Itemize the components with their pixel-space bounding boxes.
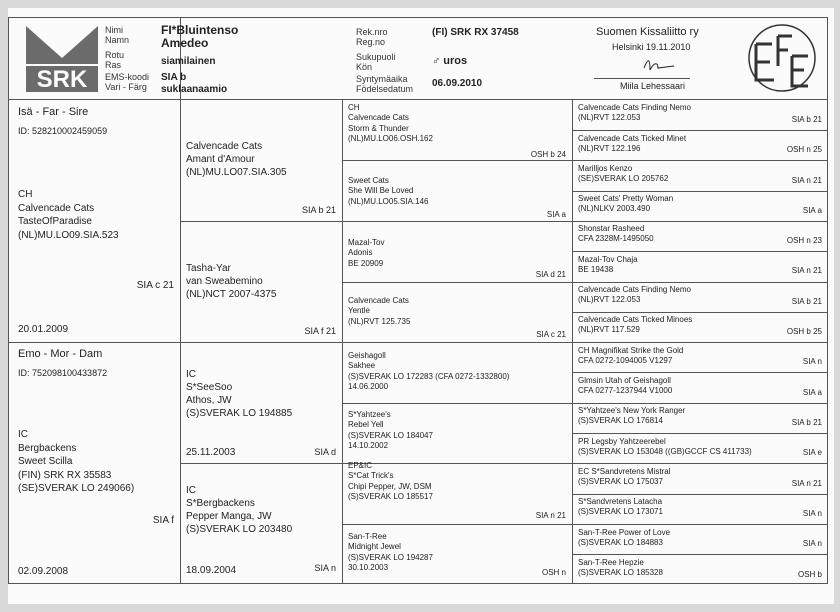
gen3-4-name: Geishagoll Sakhee (S)SVERAK LO 172283 (CFA 0272-1332800) 14.06.2000 (348, 351, 510, 392)
signer-name: Miila Lehessaari (620, 81, 686, 91)
gen4-5-ems: SIA n 21 (791, 266, 822, 275)
gen4-6-name: Calvencade Cats Finding Nemo (NL)RVT 122.053 (578, 285, 691, 305)
gen4-5-name: Mazal-Tov Chaja BE 19438 (578, 255, 638, 275)
breed-value: siamilainen (161, 56, 216, 67)
sire-dob: 20.01.2009 (18, 324, 69, 335)
signature (640, 56, 680, 74)
gen4-8-name: CH Magnifikat Strike the Gold CFA 0272-1094005 V1297 (578, 346, 684, 366)
gen3-6-ems: SIA n 21 (535, 511, 566, 520)
dam-id: ID: 752098100433872 (18, 368, 108, 378)
gen2-3-name: IC S*Bergbackens Pepper Manga, JW (S)SVERAK LO 203480 (186, 485, 293, 535)
gen4-7-ems: OSH b 25 (786, 327, 822, 336)
gen4-11-ems: SIA e (802, 448, 822, 457)
gen4-3-name: Sweet Cats' Pretty Woman (NL)NLKV 2003.490 (578, 194, 674, 214)
dam-heading: Emo - Mor - Dam (18, 348, 103, 360)
birth-value: 06.09.2010 (432, 78, 483, 89)
signature-line (594, 78, 690, 79)
gen4-13-name: S*Sandvretens Latacha (S)SVERAK LO 173071 (578, 497, 663, 517)
org-name: Suomen Kissaliitto ry (596, 26, 699, 38)
gen4-9-name: Glmsin Utah of Geishagoll CFA 0277-1237944 V1000 (578, 376, 673, 396)
srk-logo (24, 24, 100, 94)
gen2-2-ems: SIA d (314, 447, 336, 457)
cat-name: FI*Bluintenso Amedeo (161, 23, 239, 50)
gen4-14-ems: SIA n (802, 539, 822, 548)
reg-label: Rek.nro Reg.no (356, 27, 388, 48)
birth-label: Syntymäaika Födelsedatum (356, 74, 414, 95)
gen2-0-ems: SIA b 21 (301, 205, 336, 215)
gen4-15-name: San-T-Ree Hepzie (S)SVERAK LO 185328 (578, 558, 663, 578)
gen3-3-name: Calvencade Cats Yentle (NL)RVT 125.735 (348, 296, 411, 326)
gen3-1-name: Sweet Cats She Will Be Loved (NL)MU.LO05.SIA.146 (348, 176, 429, 206)
gen4-1-name: Calvencade Cats Ticked Minet (NL)RVT 122.196 (578, 134, 687, 154)
reg-value: (FI) SRK RX 37458 (432, 27, 519, 38)
sire-name: CH Calvencade Cats TasteOfParadise (NL)MU.LO09.SIA.523 (18, 189, 119, 241)
gen4-0-name: Calvencade Cats Finding Nemo (NL)RVT 122.053 (578, 103, 691, 123)
dam-ems: SIA f (152, 515, 174, 526)
gen3-6-name: EP&IC S*Cat Trick's Chipi Pepper, JW, DSM (S)SVERAK LO 185517 (348, 461, 433, 502)
gen4-8-ems: SIA n (802, 357, 822, 366)
ems-value: SIA b suklaanaamio (161, 72, 228, 95)
gen4-12-ems: SIA n 21 (791, 479, 822, 488)
gen2-0-name: Calvencade Cats Amant d'Amour (NL)MU.LO07.SIA.305 (186, 141, 287, 178)
gen4-12-name: EC S*Sandvretens Mistral (S)SVERAK LO 175037 (578, 467, 671, 487)
place-date: Helsinki 19.11.2010 (612, 42, 691, 52)
gen4-1-ems: OSH n 25 (786, 145, 822, 154)
gen4-2-ems: SIA n 21 (791, 176, 822, 185)
breed-label: Rotu Ras (105, 50, 125, 71)
gen4-6-ems: SIA b 21 (791, 297, 822, 306)
gen4-15-ems: OSH b (797, 570, 822, 579)
gen4-2-name: Marilljos Kenzo (SE)SVERAK LO 205762 (578, 164, 669, 184)
gen4-4-name: Shonstar Rasheed CFA 2328M-1495050 (578, 224, 654, 244)
sex-label: Sukupuoli Kön (356, 52, 396, 73)
gen3-2-ems: SIA d 21 (535, 270, 566, 279)
gen4-10-name: S*Yahtzee's New York Ranger (S)SVERAK LO 176814 (578, 406, 686, 426)
name-label: Nimi Namn (105, 25, 130, 46)
gen4-11-name: PR Legsby Yahtzeerebel (S)SVERAK LO 153048 ((GB)GCCF CS 411733) (578, 437, 752, 457)
gen2-1-ems: SIA f 21 (304, 326, 336, 336)
ems-label: EMS-koodi Vari - Färg (105, 72, 150, 93)
gen3-7-ems: OSH n (541, 568, 566, 577)
gen2-3-dob: 18.09.2004 (186, 565, 237, 576)
sex-value: ♂ uros (432, 55, 468, 67)
gen3-2-name: Mazal-Tov Adonis BE 20909 (348, 238, 385, 268)
gen3-3-ems: SIA c 21 (536, 330, 566, 339)
gen2-2-dob: 25.11.2003 (186, 447, 236, 458)
fife-logo (744, 22, 820, 94)
sire-ems: SIA c 21 (136, 280, 174, 291)
gen3-0-name: CH Calvencade Cats Storm & Thunder (NL)MU.LO06.OSH.162 (348, 103, 433, 144)
gen3-5-name: S*Yahtzee's Rebel Yell (S)SVERAK LO 184047 14.10.2002 (348, 410, 433, 451)
sire-heading: Isä - Far - Sire (18, 106, 89, 118)
gen3-0-ems: OSH b 24 (530, 150, 566, 159)
sire-id: ID: 528210002459059 (18, 126, 108, 136)
gen4-14-name: San-T-Ree Power of Love (S)SVERAK LO 184883 (578, 528, 671, 548)
gen2-3-ems: SIA n (314, 563, 336, 573)
gen4-0-ems: SIA b 21 (791, 115, 822, 124)
dam-name: IC Bergbackens Sweet Scilla (FIN) SRK RX 35583 (SE)SVERAK LO 249066) (18, 429, 135, 494)
gen2-2-name: IC S*SeeSoo Athos, JW (S)SVERAK LO 194885 (186, 369, 293, 419)
gen4-4-ems: OSH n 23 (786, 236, 822, 245)
dam-dob: 02.09.2008 (18, 566, 69, 577)
gen4-7-name: Calvencade Cats Ticked Minoes (NL)RVT 117.529 (578, 315, 693, 335)
gen4-10-ems: SIA b 21 (791, 418, 822, 427)
gen4-13-ems: SIA n (802, 509, 822, 518)
gen3-1-ems: SIA a (546, 210, 566, 219)
gen4-3-ems: SIA a (802, 206, 822, 215)
srk-logo-text: SRK (36, 66, 88, 93)
gen2-1-name: Tasha-Yar van Sweabemino (NL)NCT 2007-4375 (186, 263, 277, 300)
gen3-7-name: San-T-Ree Midnight Jewel (S)SVERAK LO 194287 30.10.2003 (348, 532, 433, 573)
gen4-9-ems: SIA a (802, 388, 822, 397)
